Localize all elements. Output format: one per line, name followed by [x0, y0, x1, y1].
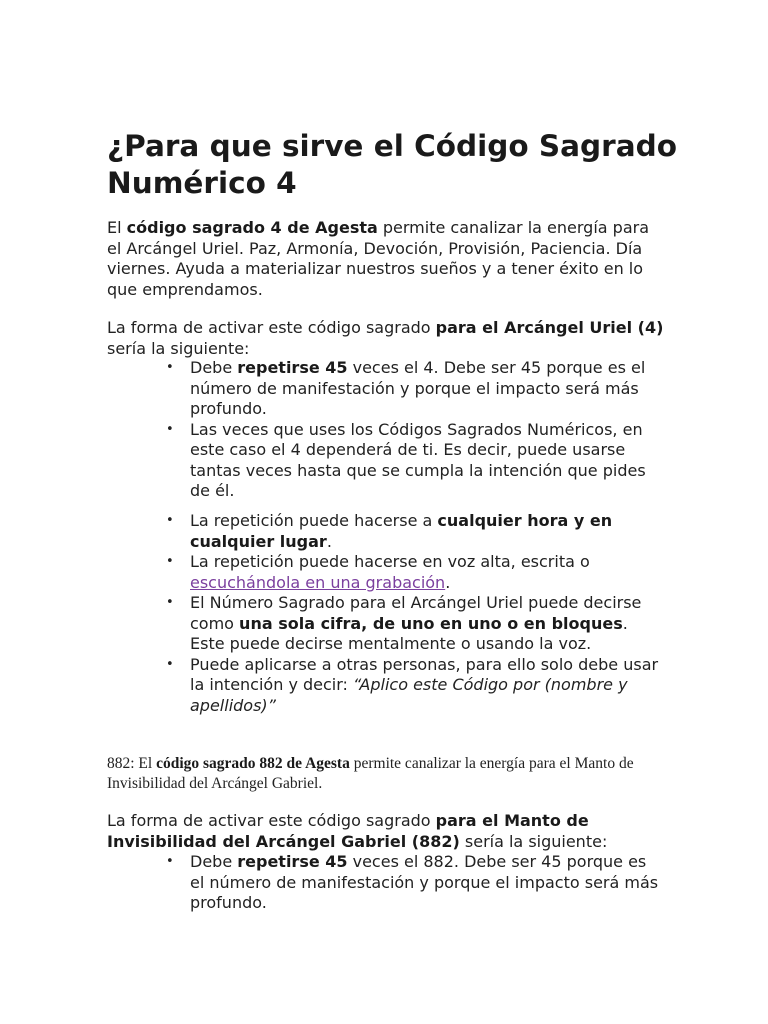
item-text: El Número Sagrado para el Arcángel Uriel puede decirse como: [190, 593, 642, 633]
item-bold: repetirse 45: [237, 852, 348, 871]
activation-paragraph-uriel: [107, 318, 667, 359]
item-italic-quote: “Aplico este Código por (nombre y apellidos)”: [190, 675, 628, 715]
list-item: [190, 358, 665, 420]
intro-paragraph: [107, 218, 667, 300]
code-882-text-2: permite canalizar la energía para el Manto de Invisibilidad del Arcángel Gabriel.: [107, 755, 634, 792]
list-item: [190, 655, 665, 717]
intro-text-2: permite canalizar la energía para el Arcángel Uriel. Paz, Armonía, Devoción, Provisión, Paciencia. Día viernes. Ayuda a materializar nuestros sueños y a tener éxito en lo que emprendamos.: [107, 218, 649, 299]
list-item: [190, 552, 665, 593]
page-title: ¿Para que sirve el Código Sagrado Numérico 4: [107, 129, 677, 200]
activation-text-2: sería la siguiente:: [459, 831, 608, 851]
list-item: [190, 852, 665, 914]
item-bold: una sola cifra, de uno en uno o en bloques: [239, 613, 623, 633]
item-text: Puede aplicarse a otras personas, para ello solo debe usar la intención y decir:: [190, 654, 659, 694]
item-text: . Este puede decirse mentalmente o usando la voz.: [190, 613, 628, 653]
intro-text-1: El: [107, 218, 127, 237]
code-882-paragraph: [107, 754, 672, 794]
intro-bold: código sagrado 4 de Agesta: [126, 218, 378, 237]
item-text: veces el 882. Debe ser 45 porque es el número de manifestación y porque el impacto será más profundo.: [190, 852, 659, 912]
list-item: [190, 420, 665, 502]
activation-text-1: La forma de activar este código sagrado: [107, 811, 436, 830]
instructions-list-3: [190, 852, 665, 914]
recording-link[interactable]: escuchándola en una grabación: [190, 572, 446, 592]
item-text: veces el 4. Debe ser 45 porque es el número de manifestación y porque el impacto será más profundo.: [190, 358, 646, 418]
item-text: .: [326, 531, 332, 551]
list-item: [190, 593, 665, 655]
list-item: [190, 511, 665, 552]
activation-text-1: La forma de activar este código sagrado: [107, 318, 436, 337]
activation-paragraph-gabriel: [107, 811, 667, 852]
activation-text-2: sería la siguiente:: [107, 338, 250, 358]
item-text: Debe: [190, 852, 238, 871]
item-text: La repetición puede hacerse en voz alta, escrita o: [190, 552, 590, 571]
activation-bold: para el Arcángel Uriel (4): [435, 318, 664, 337]
item-text: .: [445, 572, 451, 592]
activation-bold: para el Manto de Invisibilidad del Arcángel Gabriel (882): [107, 811, 589, 851]
item-text: Las veces que uses los Códigos Sagrados Numéricos, en este caso el 4 dependerá de ti. Es decir, puede usarse tantas veces hasta que se cumpla la intención que pides de él.: [190, 419, 646, 500]
item-bold: repetirse 45: [237, 358, 348, 377]
item-text: La repetición puede hacerse a: [190, 511, 438, 530]
item-text: Debe: [190, 358, 238, 377]
code-882-bold: código sagrado 882 de Agesta: [156, 755, 350, 772]
item-bold: cualquier hora y en cualquier lugar: [190, 511, 613, 551]
instructions-list-2: [190, 511, 665, 716]
instructions-list-1: [190, 358, 665, 502]
code-882-text-1: 882: El: [107, 755, 157, 772]
